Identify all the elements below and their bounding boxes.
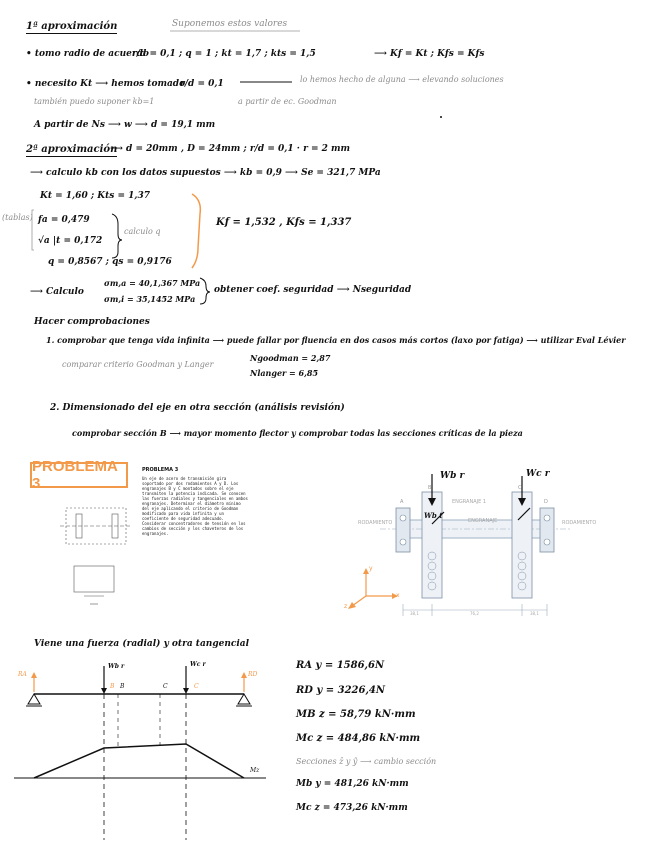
line2-note: lo hemos hecho de alguna ⟶ elevando soluciones — [300, 75, 504, 84]
line3: también puedo suponer kb=1 — [34, 97, 155, 106]
section1-title: 1ª aproximación — [26, 21, 118, 32]
label-wt: Wb t — [424, 511, 443, 520]
bearing-right — [540, 508, 554, 552]
section2-line2: ⟶ calculo kb con los datos supuestos ⟶ kb = 0,9 ⟶ Se = 321,7 MPa — [30, 168, 381, 178]
check-item2-b: comprobar sección B ⟶ mayor momento flector y comprobar todas las secciones críticas de la pieza — [72, 428, 523, 438]
label-engranaje1: ENGRANAJE 1 — [452, 499, 487, 505]
label-rodamiento-right: RODAMIENTO — [562, 520, 597, 526]
moment-mb: MB z = 58,79 kN·mm — [296, 709, 416, 720]
line2-ratio: r/d = 0,1 — [180, 79, 224, 89]
moment-mb-y: Mb y = 481,26 kN·mm — [296, 779, 409, 789]
support-left — [28, 694, 40, 704]
beam-c: C — [194, 683, 199, 690]
section2-title: 2ª aproximación — [26, 144, 118, 155]
shaft-drawing — [348, 471, 570, 616]
beam-x2: C — [163, 683, 168, 690]
check-item1-b: comparar criterio Goodman y Langer — [62, 360, 214, 369]
section2-line1: ⟶ d = 20mm , D = 24mm ; r/d = 0,1 · r = 2 mm — [110, 144, 351, 154]
beam-b: B — [110, 683, 115, 690]
bearing-left — [396, 508, 410, 552]
label-wb: Wb r — [440, 471, 465, 481]
line1-lead: • tomo radio de acuerdo — [26, 49, 149, 59]
kf-result: Kf = 1,532 , Kfs = 1,337 — [216, 217, 352, 228]
obtain-safety: obtener coef. seguridad ⟶ Nseguridad — [214, 285, 412, 295]
label-C: C — [518, 485, 522, 491]
n-langer: Nlanger = 6,85 — [250, 368, 319, 378]
line4: A partir de Ns ⟶ w ⟶ d = 19,1 mm — [34, 120, 216, 130]
q-line: q = 0,8567 ; qs = 0,9176 — [48, 257, 172, 267]
beam-x1: B — [120, 683, 125, 690]
line3-b: a partir de ec. Goodman — [238, 97, 337, 106]
problem3-text-body: Un eje de acero de transmisión gira soportado por dos rodamientos A y D. Los engranajes B y C montados sobre el eje transmiten la potencia indicada. Se conocen las fuerzas radiales y tangenciales en ambos engranajes. Determinar el diámetro mínimo del eje aplicando el criterio de Goodman modificado para vida infinita y un coeficiente de seguridad adecuado. Considerar concentradores de tensión en los cambios de sección y los chaveteros de los engranajes. — [142, 476, 248, 536]
label-A: A — [400, 499, 404, 505]
assumed-values-note: Suponemos estos valores — [172, 19, 288, 29]
sigma-bracket — [200, 278, 210, 304]
dim-2: 76,2 — [470, 611, 479, 616]
axis-x: x — [396, 592, 400, 599]
moment-mc: Mc z = 484,86 kN·mm — [296, 733, 421, 744]
reaction-rd: RD y = 3226,4N — [296, 685, 386, 696]
reaction-ra: RA y = 1586,6N — [296, 660, 385, 671]
moment-mc-y: Mc z = 473,26 kN·mm — [296, 803, 408, 813]
beam-ra: RA — [18, 671, 27, 678]
beam-rd: RD — [248, 671, 258, 678]
n-goodman: Ngoodman = 2,87 — [250, 353, 331, 363]
calc-lead: ⟶ Calculo — [30, 287, 84, 297]
line1-ratio: r/d = 0,1 ; q = 1 ; kt = 1,7 ; kts = 1,5 — [132, 49, 316, 59]
line1-result: ⟶ Kf = Kt ; Kfs = Kfs — [374, 49, 485, 59]
dot-mark — [440, 116, 442, 118]
bracket-note: calculo q — [124, 227, 161, 236]
check-item1: 1. comprobar que tenga vida infinita ⟶ puede fallar por fluencia en dos casos más cortos (laxo por fatiga) ⟶ utilizar Eval Lévier — [46, 335, 626, 345]
tables-bracket — [32, 210, 34, 250]
label-wc: Wc r — [526, 469, 550, 479]
problem3-text-title: PROBLEMA 3 — [142, 467, 179, 473]
kt-line: Kt = 1,60 ; Kts = 1,37 — [40, 191, 151, 201]
sigma-a: σm,a = 40,1,367 MPa — [104, 278, 201, 288]
orange-bracket — [192, 194, 200, 268]
axis-y: y — [369, 565, 373, 572]
label-D: D — [544, 499, 548, 505]
problem3-mini-figure — [60, 508, 132, 604]
label-rodamiento-left: RODAMIENTO — [358, 520, 393, 526]
problem3-badge: PROBLEMA 3 — [30, 462, 128, 488]
axis-z: z — [344, 603, 348, 610]
beam-wc: Wc r — [190, 661, 206, 668]
forces-title: Viene una fuerza (radial) y otra tangencial — [34, 639, 250, 649]
dim-1: 38,1 — [410, 611, 419, 616]
label-B: B — [428, 485, 432, 491]
fa-bracket — [112, 214, 122, 258]
tables-label: (tablas) — [2, 213, 33, 222]
beam-wb: Wb r — [108, 663, 125, 670]
moment-curve — [34, 744, 244, 778]
section-note: Secciones ẑ y ŷ ⟶ cambio sección — [296, 757, 437, 766]
support-right — [238, 694, 250, 704]
label-engranaje: ENGRANAJE — [468, 518, 498, 524]
fa2-line: √a |t = 0,172 — [38, 236, 103, 246]
check-item2: 2. Dimensionado del eje en otra sección (análisis revisión) — [50, 403, 345, 413]
sigma-m: σm,i = 35,1452 MPa — [104, 294, 196, 304]
dim-3: 38,1 — [530, 611, 539, 616]
line2-lead: • necesito Kt ⟶ hemos tomado — [26, 79, 186, 89]
checks-title: Hacer comprobaciones — [34, 317, 150, 327]
fa-line: fa = 0,479 — [38, 215, 90, 225]
beam-mz: Mz — [250, 767, 260, 774]
